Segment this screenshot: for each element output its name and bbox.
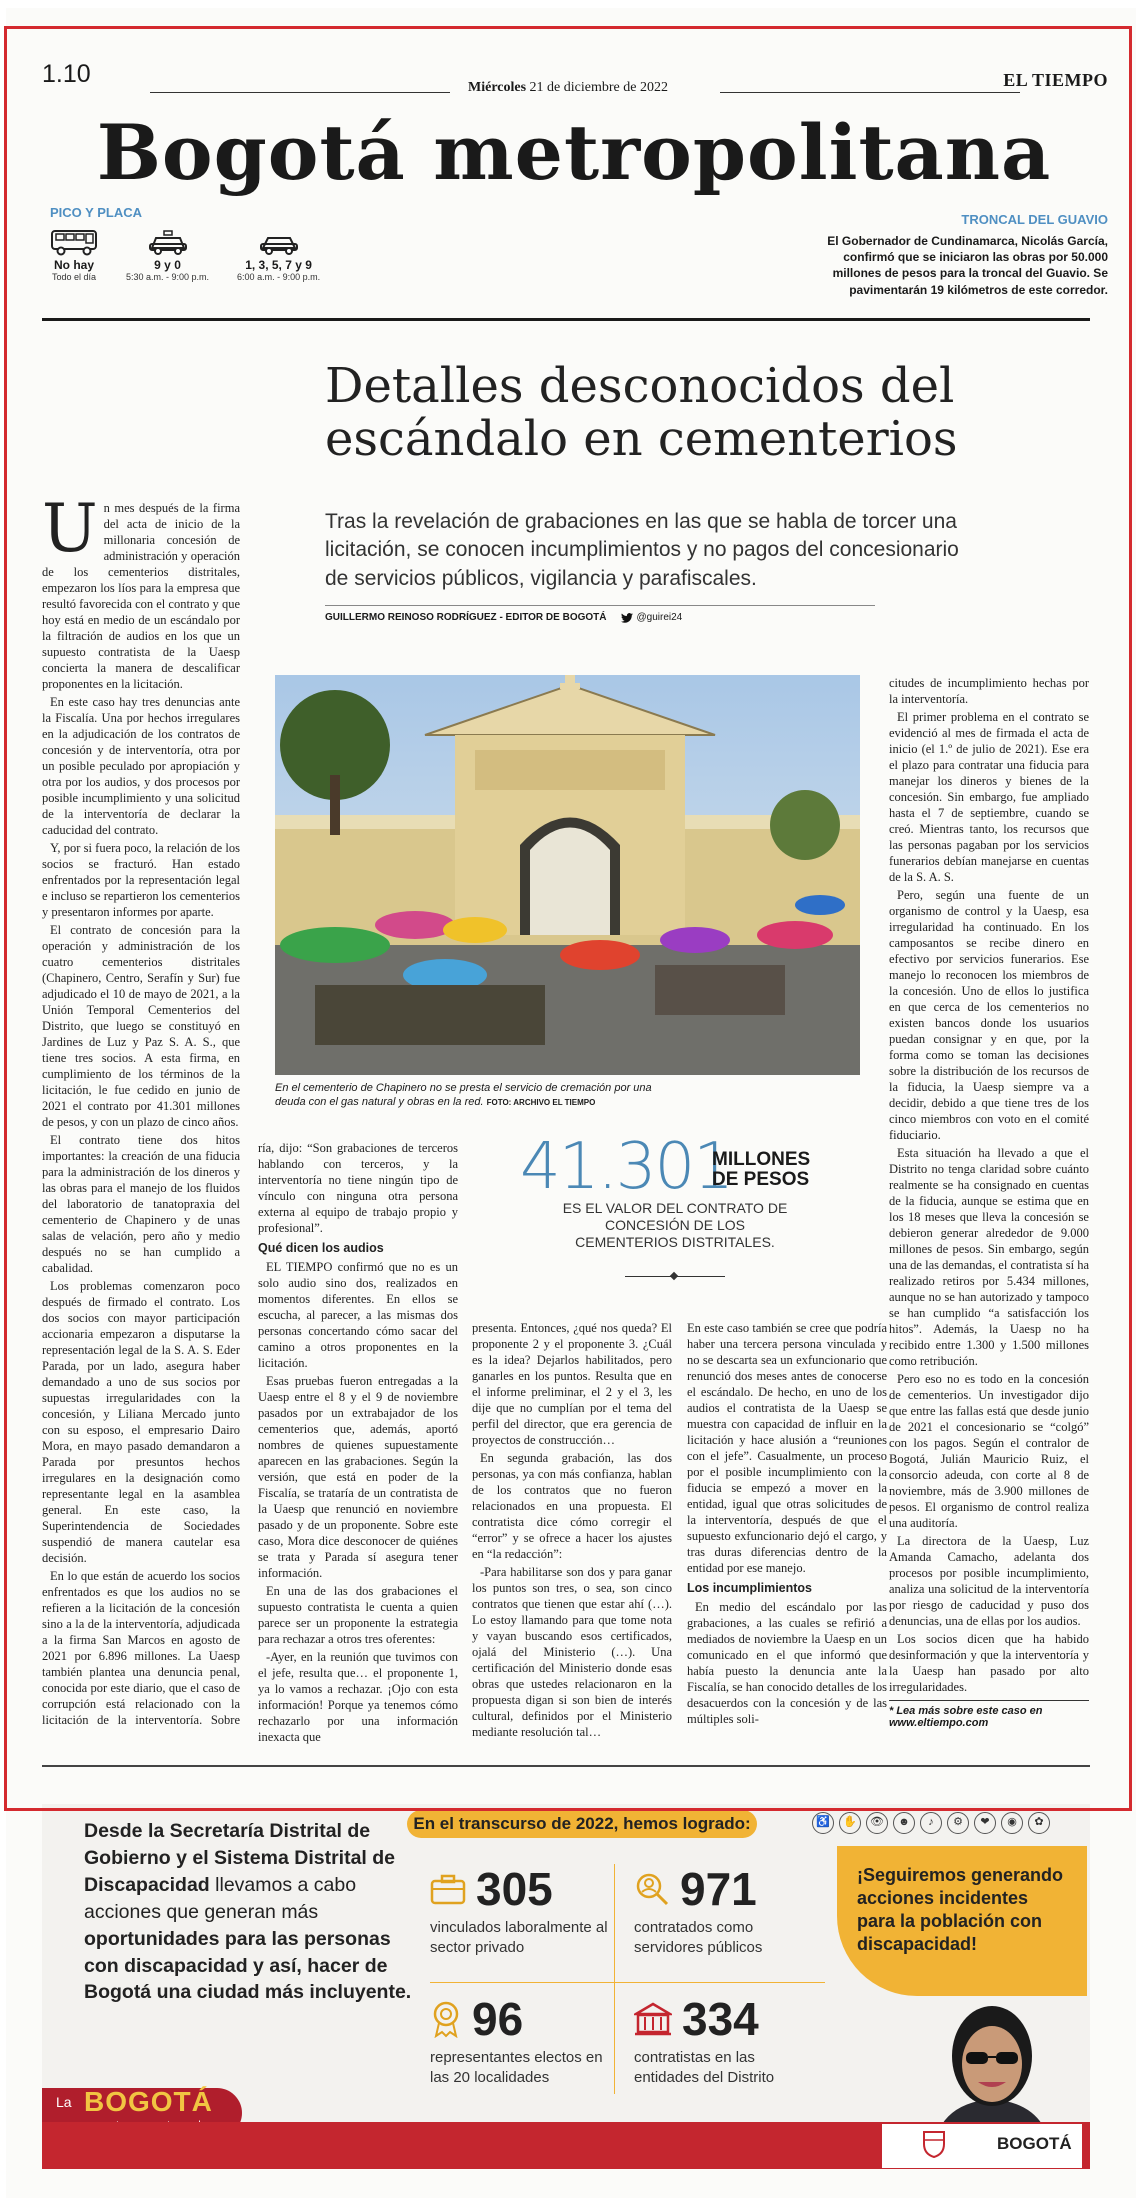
ad-banner: En el transcurso de 2022, hemos logrado: — [407, 1810, 757, 1838]
header-rule — [42, 318, 1090, 321]
decorative-divider — [625, 1276, 725, 1277]
pyp-hours: 6:00 a.m. - 9:00 p.m. — [237, 272, 321, 282]
briefcase-icon — [430, 1873, 466, 1905]
footer-brand: BOGOTÁ — [997, 2134, 1072, 2153]
wheelchair-icon: ♿ — [812, 1812, 834, 1834]
pico-y-placa-list — [50, 226, 320, 282]
ad-text-regular: llevamos a cabo acciones que generan más — [84, 1873, 357, 1923]
stats-divider-horizontal — [430, 1982, 825, 1983]
ad-text-bold: Desde la Secretaría Distrital de Gobierno y el Sistema Distrital de Discapacidad — [84, 1820, 396, 1896]
paragraph: presenta. Entonces, ¿qué nos queda? El proponente 2 y el proponente 3. ¿Cuál es la idea? Dejarlos habilitados, pero ganarles en los puntos. Resulta que en el informe preliminar, el 2 y el 3, les dije que no cumplían por el tema del perfil del director, que era gerencia de proyectos de construcción… — [472, 1321, 672, 1447]
big-number-description: ES EL VALOR DEL CONTRATO DE CONCESIÓN DE LOS CEMENTERIOS DISTRITALES. — [562, 1200, 788, 1250]
article-column-3 — [472, 1320, 672, 1742]
stat-description: representantes electos en las 20 localidades — [430, 2049, 603, 2086]
troncal-brief — [808, 212, 1108, 298]
article-column-5 — [889, 675, 1089, 1697]
stat-private-sector — [430, 1862, 620, 1957]
paragraph: -Para habilitarse son dos y para ganar los puntos son tres, o sea, son cinco contratos que tienen que estar ahí (…). Lo estoy llamando para que tome nota y vayan buscando esos certificados, ojalá del Ministerio (…). Una certificación del Ministerio donde esas obras que ustedes relacionaron en la propuesta digan si son bien de interés cultural, definidos por el Ministerio mediante resolución tal… — [472, 1565, 672, 1739]
author: GUILLERMO REINOSO RODRÍGUEZ - EDITOR DE BOGOTÁ — [325, 612, 607, 623]
article-byline — [325, 605, 875, 623]
weekday: Miércoles — [468, 80, 527, 95]
read-more-note[interactable]: * Lea más sobre este caso en www.eltiempo.com — [889, 1700, 1089, 1729]
unit-line-2: DE PESOS — [712, 1168, 810, 1190]
paragraph: Pero eso no es todo en la concesión de cementerios. Un investigador dijo que entre las fallas está que desde junio de 2021 el concesionario se “colgó” con los pagos. Según el contralor de Bogotá, Julián Mauricio Ruiz, el consorcio adeuda, con corte al 8 de noviembre, más de 3.900 millones de pesos. El organismo de control realiza una auditoría. — [889, 1372, 1089, 1530]
twitter-icon — [621, 613, 633, 623]
photo-credit: FOTO: ARCHIVO EL TIEMPO — [486, 1098, 596, 1108]
date-text: 21 de diciembre de 2022 — [529, 80, 668, 95]
paragraph: La directora de la Uaesp, Luz Amanda Camacho, adelanta dos procesos por posible incumplimiento, analiza una solicitud de la interventoría por riesgo de caducidad y puso dos denuncias, una de ellas por los audios. — [889, 1534, 1089, 1628]
date-rule-right — [720, 92, 1020, 93]
stat-number: 334 — [682, 1993, 759, 2045]
big-number-unit — [712, 1150, 810, 1190]
search-person-icon — [634, 1871, 670, 1907]
shield-icon — [922, 2130, 946, 2158]
medal-icon — [430, 2000, 462, 2038]
paragraph: Los problemas comenzaron poco después de firmado el contrato. Los dos socios con mayor participación accionaria empezaron a disputarse la representación legal de la S. A. S. Eder Parada, por un lado, asegura haber demandado a uno de sus socios por supuestas irregularidades con la concesión, y Liliana Mercado junto con su esposo, el empresario Dairo Mora, en mayo pasado demandaron a Parada por presuntos hechos irregulares en la designación como representante legal en la asamblea general. En este caso, la Superintendencia de Sociedades suspendió de manera cautelar esa decisión. — [42, 1279, 240, 1565]
paragraph: El contrato de concesión para la operación y administración de los cuatro cementerios distritales (Chapinero, Centro, Serafín y Sur) fue adjudicado el 10 de mayo de 2021, a la Unión Temporal Cementerios del Distrito, que luego se constituyó en Jardines de Luz y Paz S. A. S., que tiene tres socios. A esta firma, en cumplimiento de los términos de la licitación, le fue cedido en junio de 2021 el contrato por 41.301 millones de pesos, y con un plazo de cinco años. — [42, 923, 240, 1129]
logo-main: BOGOTÁ — [84, 2086, 213, 2117]
paragraph: En segunda grabación, las dos personas, ya con más confianza, hablan de los contratos que no fueron relacionados en una propuesta. El contratista dice cómo corregir el “error” y se ofrece a hacer los ajustes en “la redacción”: — [472, 1451, 672, 1561]
stat-representatives — [430, 1992, 620, 2087]
drop-cap: U — [42, 490, 98, 567]
paragraph: -Ayer, en la reunión que tuvimos con el jefe, resulta que… el proponente 1, ya lo vamos a rechazar. ¡Ojo con esta información! Porque ya tenemos cómo rechazarlo por una información inexacta que — [258, 1650, 458, 1744]
caption-text: En el cementerio de Chapinero no se presta el servicio de cremación por una deuda con el gas natural y obras en la red. — [275, 1082, 652, 1109]
section-title: Bogotá metropolitana — [96, 108, 1052, 197]
stat-number: 96 — [472, 1993, 524, 2045]
cemetery-photo — [275, 675, 860, 1075]
issue-date — [468, 80, 668, 96]
pyp-hours: Todo el día — [51, 272, 97, 282]
article-column-2 — [258, 1140, 458, 1747]
pyp-label: No hay — [53, 258, 94, 272]
article-dek: Tras la revelación de grabaciones en las que se habla de torcer una licitación, se conocen incumplimientos y no pagos del concesionario de servicios públicos, vigilancia y parafiscales. — [325, 510, 959, 590]
car-icon — [237, 226, 320, 256]
ad-text — [84, 1818, 414, 2006]
stat-contractors — [634, 1992, 824, 2087]
subheading: Qué dicen los audios — [258, 1241, 384, 1255]
article-headline: Detalles desconocidos del escándalo en cementerios — [325, 358, 958, 467]
flower-icon: ✿ — [1028, 1812, 1050, 1834]
accessibility-icons — [812, 1812, 1050, 1834]
paragraph: En una de las dos grabaciones el supuesto contratista le cuenta a quien parece ser un proponente la estrategia para rechazar a otros tres oferentes: — [258, 1584, 458, 1646]
building-icon — [634, 2002, 672, 2036]
ad-footer — [42, 2122, 1090, 2169]
pyp-hours: 5:30 a.m. - 9:00 p.m. — [126, 272, 210, 282]
pico-y-placa-title: PICO Y PLACA — [50, 205, 142, 220]
stat-description: contratistas en las entidades del Distrito — [634, 2049, 775, 2086]
pyp-label: 1, 3, 5, 7 y 9 — [245, 258, 312, 272]
stat-description: vinculados laboralmente al sector privado — [430, 1919, 608, 1956]
big-number: 41.301 — [520, 1130, 732, 1204]
subheading: Los incumplimientos — [687, 1581, 813, 1595]
paragraph: El primer problema en el contrato se evidenció al mes de firmada el acta de inicio (el 1.º de julio de 2021). Ese era el plazo para contratar una fiducia para manejar los dineros y bienes de la concesión. Sin embargo, fue ampliado hasta el 7 de septiembre, cuando se creó. Mientras tanto, los recursos que las personas pagaban por los servicios funerarios debían manejarse en cuentas de la S. A. S. — [889, 710, 1089, 884]
advertisement — [42, 1804, 1090, 2169]
pyp-item-car — [237, 226, 320, 282]
troncal-title: TRONCAL DEL GUAVIO — [961, 212, 1108, 227]
paragraph: Esas pruebas fueron entregadas a la Uaesp entre el 8 y el 9 de noviembre pasados por un extrabajador de los cementerios que, además, aportó nombres de quienes supuestamente aparecen en las grabaciones. Según la versión, que está en poder de la Fiscalía, se trataría de un contratista de la Uaesp que renunció en noviembre pasado y de un proponente. Sobre este caso, Mora dice desconocer de quiénes se trata y Parada sí asegura tener información. — [258, 1374, 458, 1580]
twitter-handle[interactable] — [621, 612, 683, 623]
unit-line-1: MILLONES — [712, 1149, 811, 1170]
pyp-item-bus — [50, 226, 98, 282]
paragraph: El contrato tiene dos hitos importantes: la creación de una fiducia para la administración de los dineros y las obras para el manejo de los fluidos del laboratorio de tanatopraxia del cementerio de Chapinero y de unas salas de velación, pero año y medio después no se han cumplido a cabalidad. — [42, 1133, 240, 1275]
paragraph: citudes de incumplimiento hechas por la interventoría. — [889, 676, 1089, 706]
article-bottom-rule — [42, 1765, 1090, 1767]
taxi-icon — [126, 226, 209, 256]
heart-icon: ❤ — [974, 1812, 996, 1834]
troncal-text: El Gobernador de Cundinamarca, Nicolás García, confirmó que se iniciaron las obras por 50.000 millones de pesos para la troncal del Guavio. Se pavimentarán 19 kilómetros de este corredor. — [827, 234, 1108, 297]
stat-description: contratados como servidores públicos — [634, 1919, 763, 1956]
paragraph-text: En lo que están de acuerdo los socios enfrentados es que los audios no se refieren a la licitación de la concesión sino a la de la interventoría, adjudicada a la firma San Marcos en agosto de 2021 por 6.896 millones. La Uaesp también plantea una denuncia penal, conocida por este diario, que el caso de corrupción está relacionado con la licitación de la interventoría. Sobre — [42, 1569, 240, 1727]
paragraph: Los socios dicen que ha habido desinformación y que la interventoría y la Uaesp han pasado por alto irregularidades. — [889, 1632, 1089, 1694]
logo-la: La — [56, 2094, 72, 2110]
pyp-item-taxi — [126, 226, 209, 282]
article-column-1 — [42, 490, 240, 1730]
ad-text-bold: oportunidades para las personas con discapacidad y así, hacer de Bogotá una ciudad más incluyente. — [84, 1927, 412, 2004]
target-icon: ◉ — [1001, 1812, 1023, 1834]
paragraph: Y, por si fuera poco, la relación de los socios se fracturó. Han estado enfrentados por la representación legal e incluso se repartieron los cementerios y presentaron informes por aparte. — [42, 841, 240, 919]
article-column-4 — [687, 1320, 887, 1729]
face-icon: ☻ — [893, 1812, 915, 1834]
gear-icon: ⚙ — [947, 1812, 969, 1834]
paragraph: EL TIEMPO confirmó que no es un solo audio sino dos, realizados en momentos diferentes. En ellos se escucha, al parecer, a las mismas dos personas concertando cómo sacar del camino a otros proponentes en la licitación. — [258, 1260, 458, 1370]
twitter-handle-text: @guirei24 — [636, 612, 683, 623]
stat-number: 971 — [680, 1863, 757, 1915]
paragraph: En medio del escándalo por las grabaciones, a las cuales se refirió a mediados de noviembre la Uaesp en un comunicado en el que informó que había puesto la denuncia ante la Fiscalía, se han conocido detalles de los desacuerdos con la concesión y de las múltiples soli- — [687, 1600, 887, 1726]
stat-public-servants — [634, 1862, 824, 1957]
pyp-label: 9 y 0 — [154, 258, 181, 272]
bus-icon — [50, 226, 98, 256]
paragraph: En este caso también se cree que podría haber una tercera persona vinculada y no se descarta sea un exfuncionario que renunció dos meses antes de conocerse el escándalo. De hecho, en uno de los audios el contratista de la Uaesp se muestra con capacidad de influir en la licitación y hace alusión a “reuniones con el jefe”. Casualmente, un proceso por el posible incumplimiento con la fiducia se empezó a mover en la entidad, igual que otras solicitudes de la interventoría, después de que el supuesto exfuncionario dejó el cargo, y tras duras diferencias dentro de la entidad por ese manejo. — [687, 1321, 887, 1575]
sign-language-icon: ✋ — [839, 1812, 861, 1834]
paragraph — [42, 1568, 240, 1728]
paragraph — [42, 490, 240, 692]
date-rule-left — [150, 92, 450, 93]
paragraph: ría, dijo: “Son grabaciones de terceros hablando con terceros, y la interventoría no tiene ningún tipo de vínculo con ninguna otra persona externa al equipo de trabajo propio y profesional”. — [258, 1141, 458, 1235]
paragraph: Esta situación ha llevado a que el Distrito no tenga claridad sobre cuánto realmente se ha consignado en cuentas de la fiducia, aunque se estima que en los 18 meses que lleva la concesión se debieron generar alrededor de 9.000 millones de pesos. Sin embargo, según una de las demandas, el contratista sí ha realizado retiros por 5.434 millones, aunque no se han autorizado y tampoco se han cumplido “a satisfacción los hitos”. Además, la Uaesp no ha recibido entre 1.300 y 1.500 millones como retribución. — [889, 1146, 1089, 1368]
hearing-icon: ♪ — [920, 1812, 942, 1834]
stat-number: 305 — [476, 1863, 553, 1915]
paragraph: En este caso hay tres denuncias ante la Fiscalía. Una por hechos irregulares en la adjudicación de los contratos de concesión y de interventoría, otra por un posible peculado por apropiación y otra por los audios, y dos procesos por posible incumplimiento y una solicitud de la interventoría de declarar la caducidad del contrato. — [42, 695, 240, 837]
paragraph: Pero, según una fuente de un organismo de control y la Uaesp, esa irregularidad ha continuado. En los camposantos se recibe dinero en efectivo por servicios funerarios. Ese manejo lo reconocen los miembros de la concesión. Uno de ellos lo justifica en que cerca de los cementerios no existen bancos donde los usuarios puedan consignar y en que, por la forma como se toman las decisiones sobre la distribución de los recursos de la fiducia, la Uaesp siempre va a decidir, debido a que tiene tres de los cinco miembros con voto en el comité fiduciario. — [889, 888, 1089, 1142]
eye-icon: 👁 — [866, 1812, 888, 1834]
ad-callout: ¡Seguiremos generando acciones incidentes para la población con discapacidad! — [837, 1846, 1087, 1996]
page-number: 1.10 — [42, 60, 91, 88]
masthead: EL TIEMPO — [1003, 70, 1108, 90]
photo-caption — [275, 1081, 675, 1110]
paragraph-text: n mes después de la firma del acta de inicio de la millonaria concesión de administración y operación de los cementerios distritales, empezaron los líos para la empresa que resultó favorecida con el contrato y que hoy está en medio de un escándalo por la filtración de audios en los que un supuesto contratista de la Uaesp concierta la manera de descalificar proponentes en la licitación. — [42, 501, 240, 691]
